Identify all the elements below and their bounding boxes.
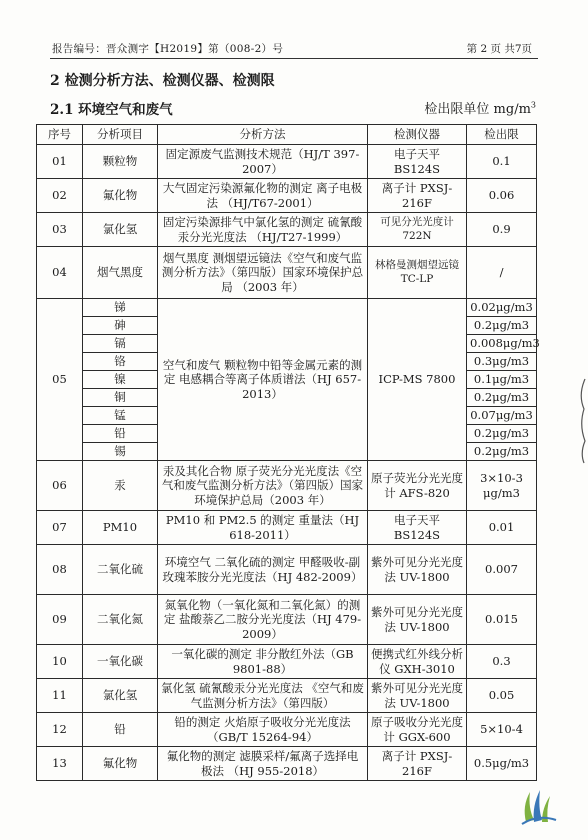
table-row [37,545,537,595]
metal-limit: 0.3μg/m3 [467,353,537,371]
metal-row [37,299,537,317]
table-row [37,511,537,545]
row-no: 02 [37,179,83,213]
row-instrument: 原子吸收分光光度计 GGX-600 [368,713,467,747]
row-no: 04 [37,247,83,299]
table-row [37,595,537,645]
methods-table [36,124,540,781]
metal-item: 镉 [83,335,158,353]
company-logo-icon [516,784,560,828]
row-no: 11 [37,679,83,713]
row-limit: 0.1 [467,145,537,179]
header-rule [50,58,538,59]
row-item: 一氧化碳 [83,645,158,679]
row-instrument: 紫外可见分光光度法 UV-1800 [368,545,467,595]
metal-item: 铅 [83,425,158,443]
metal-limit: 0.008μg/m3 [467,335,537,353]
table-header-row [37,125,537,145]
row-limit: 0.015 [467,595,537,645]
row-method: 环境空气 二氧化硫的测定 甲醛吸收-副玫瑰苯胺分光光度法（HJ 482-2009） [158,545,368,595]
row-instrument: 离子计 PXSJ-216F [368,179,467,213]
row-item: 氟化物 [83,179,158,213]
subsection-title: 2.1 环境空气和废气 [50,102,173,118]
row-no: 13 [37,747,83,781]
row-instrument: 电子天平 BS124S [368,145,467,179]
metal-limit: 0.07μg/m3 [467,407,537,425]
row-instrument: 电子天平 BS124S [368,511,467,545]
col-header-instrument: 检测仪器 [368,125,467,145]
page-info: 第 2 页 共7页 [466,43,532,55]
table-row [37,713,537,747]
limit-unit: 检出限单位 $mg/m^3$ [424,100,536,117]
metal-item: 锑 [83,299,158,317]
row-instrument: 紫外可见分光光度法 UV-1800 [368,595,467,645]
row-instrument: 林格曼测烟望远镜 TC-LP [368,247,467,299]
row-item: 二氧化氮 [83,595,158,645]
row-limit: 0.5μg/m3 [467,747,537,781]
metal-limit: 0.2μg/m3 [467,443,537,461]
col-header-item: 分析项目 [83,125,158,145]
row-item: 氯化氢 [83,213,158,247]
col-header-no: 序号 [37,125,83,145]
row-limit: 0.9 [467,213,537,247]
metal-limit: 0.2μg/m3 [467,389,537,407]
row-item: 铅 [83,713,158,747]
table-row [37,747,537,781]
table-row [37,213,537,247]
seal-edge-mark [576,375,586,465]
table-row [37,679,537,713]
metal-item: 砷 [83,317,158,335]
row-item: 氯化氢 [83,679,158,713]
row-limit: 0.01 [467,511,537,545]
row-method: 氯化氢 硫氰酸汞分光光度法 《空气和废气监测分析方法》（第四版） [158,679,368,713]
report-number: 报告编号：晋众测字【H2019】第（008-2）号 [52,43,284,55]
table-row [37,247,537,299]
group-method: 空气和废气 颗粒物中铅等金属元素的测定 电感耦合等离子体质谱法（HJ 657-2013） [158,299,368,461]
row-limit: 0.06 [467,179,537,213]
row-limit: 5×10-4 [467,713,537,747]
row-item: 二氧化硫 [83,545,158,595]
row-no: 12 [37,713,83,747]
metal-limit: 0.1μg/m3 [467,371,537,389]
row-method: 氮氧化物（一氧化氮和二氧化氮）的测定 盐酸萘乙二胺分光光度法（HJ 479-2009） [158,595,368,645]
row-instrument: 紫外可见分光光度法 UV-1800 [368,679,467,713]
row-item: 颗粒物 [83,145,158,179]
row-limit: 0.3 [467,645,537,679]
row-method: 氟化物的测定 滤膜采样/氟离子选择电极法 （HJ 955-2018） [158,747,368,781]
row-method: 大气固定污染源氟化物的测定 离子电极法 （HJ/T67-2001） [158,179,368,213]
row-method: 铅的测定 火焰原子吸收分光光度法（GB/T 15264-94） [158,713,368,747]
metal-limit: 0.02μg/m3 [467,299,537,317]
row-method: 汞及其化合物 原子荧光分光光度法《空气和废气监测分析方法》（第四版）国家环境保护总局（2003 年） [158,461,368,511]
table-row [37,145,537,179]
row-instrument: 可见分光光度计 722N [368,213,467,247]
row-no: 10 [37,645,83,679]
row-no: 01 [37,145,83,179]
row-method: 一氧化碳的测定 非分散红外法（GB 9801-88） [158,645,368,679]
row-limit: 3×10-3 μg/m3 [467,461,537,511]
row-item: 汞 [83,461,158,511]
row-instrument: 原子荧光分光光度计 AFS-820 [368,461,467,511]
row-no: 07 [37,511,83,545]
metal-limit: 0.2μg/m3 [467,425,537,443]
row-no: 03 [37,213,83,247]
table-row [37,461,537,511]
table-row [37,179,537,213]
row-instrument: 便携式红外线分析仪 GXH-3010 [368,645,467,679]
row-limit: 0.05 [467,679,537,713]
row-no: 06 [37,461,83,511]
row-item: PM10 [83,511,158,545]
metal-item: 镍 [83,371,158,389]
col-header-method: 分析方法 [158,125,368,145]
row-no: 09 [37,595,83,645]
row-method: 烟气黑度 测烟望远镜法《空气和废气监测分析方法》（第四版）国家环境保护总局 （2003 年） [158,247,368,299]
row-method: 固定源废气监测技术规范（HJ/T 397-2007） [158,145,368,179]
row-item: 氟化物 [83,747,158,781]
group-no: 05 [37,299,83,461]
row-method: PM10 和 PM2.5 的测定 重量法（HJ 618-2011） [158,511,368,545]
metal-item: 锡 [83,443,158,461]
metal-item: 锰 [83,407,158,425]
row-limit: 0.007 [467,545,537,595]
col-header-limit: 检出限 [467,125,537,145]
row-no: 08 [37,545,83,595]
section-title: 2 检测分析方法、检测仪器、检测限 [50,73,275,89]
metal-item: 铬 [83,353,158,371]
metal-limit: 0.2μg/m3 [467,317,537,335]
metal-item: 铜 [83,389,158,407]
row-item: 烟气黑度 [83,247,158,299]
table-row [37,645,537,679]
group-instrument: ICP-MS 7800 [368,299,467,461]
row-method: 固定污染源排气中氯化氢的测定 硫氰酸汞分光光度法 （HJ/T27-1999） [158,213,368,247]
row-limit: / [467,247,537,299]
row-instrument: 离子计 PXSJ-216F [368,747,467,781]
